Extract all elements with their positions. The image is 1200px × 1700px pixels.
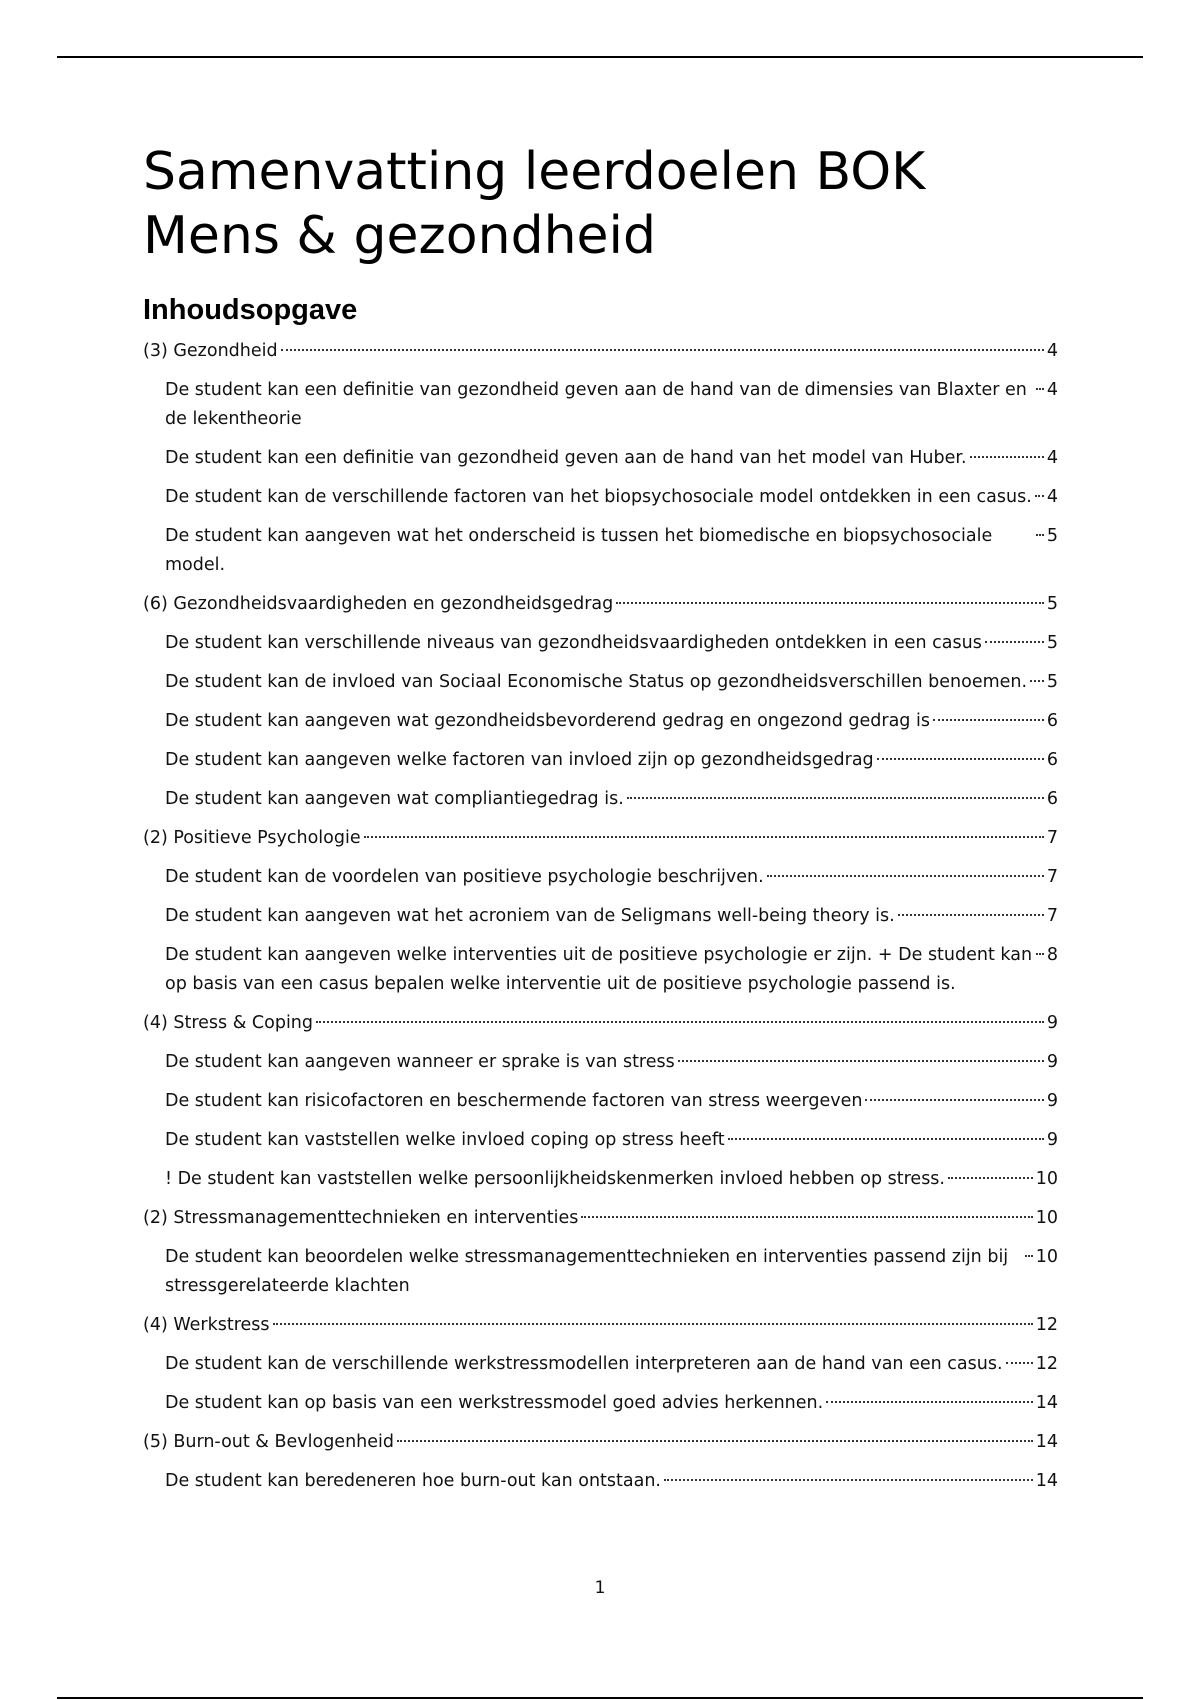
toc-page-number: 9 — [1046, 1013, 1058, 1033]
toc-heading: Inhoudsopgave — [143, 294, 358, 326]
toc-entry-text: ! De student kan vaststellen welke persoonlijkheidskenmerken invloed hebben op stress. — [165, 1169, 945, 1189]
toc-subsection-entry[interactable] — [143, 1048, 1058, 1077]
toc-section-entry[interactable] — [143, 824, 1058, 853]
toc-entry-text: De student kan op basis van een werkstressmodel goed advies herkennen. — [165, 1393, 824, 1413]
toc-subsection-entry[interactable] — [143, 376, 1058, 434]
toc-dot-leader — [1036, 388, 1044, 390]
toc-dot-leader — [1030, 680, 1044, 682]
toc-subsection-entry[interactable] — [143, 668, 1058, 697]
toc-subsection-entry[interactable] — [143, 746, 1058, 775]
toc-page-number: 9 — [1046, 1052, 1058, 1072]
toc-entry-text: (2) Positieve Psychologie — [143, 828, 361, 848]
toc-dot-leader — [1036, 534, 1044, 536]
toc-page-number: 5 — [1046, 672, 1058, 692]
toc-section-entry[interactable] — [143, 1428, 1058, 1457]
toc-subsection-entry[interactable] — [143, 444, 1058, 473]
toc-page-number: 12 — [1035, 1354, 1058, 1374]
toc-dot-leader — [767, 875, 1044, 877]
toc-subsection-entry[interactable] — [143, 863, 1058, 892]
toc-dot-leader — [364, 836, 1044, 838]
toc-dot-leader — [1036, 953, 1044, 955]
toc-page-number: 6 — [1046, 750, 1058, 770]
document-page — [143, 140, 1058, 1506]
toc-entry-text: De student kan aangeven welke interventies uit de positieve psychologie er zijn. + De student kan op basis van een casus bepalen welke interventie uit de positieve psychologie passend is. — [165, 945, 1033, 994]
toc-entry-text: De student kan een definitie van gezondheid geven aan de hand van het model van Huber. — [165, 448, 967, 468]
toc-page-number: 7 — [1046, 828, 1058, 848]
toc-dot-leader — [281, 349, 1044, 351]
toc-page-number: 5 — [1046, 594, 1058, 614]
toc-dot-leader — [616, 602, 1044, 604]
toc-dot-leader — [273, 1323, 1033, 1325]
toc-page-number: 12 — [1035, 1315, 1058, 1335]
toc-dot-leader — [1006, 1362, 1033, 1364]
toc-page-number: 4 — [1046, 341, 1058, 361]
toc-section-entry[interactable] — [143, 590, 1058, 619]
toc-entry-text: (3) Gezondheid — [143, 341, 278, 361]
toc-subsection-entry[interactable] — [143, 707, 1058, 736]
toc-dot-leader — [826, 1401, 1033, 1403]
toc-dot-leader — [1035, 495, 1044, 497]
toc-page-number: 9 — [1046, 1130, 1058, 1150]
toc-subsection-entry[interactable] — [143, 1165, 1058, 1194]
table-of-contents — [143, 337, 1058, 1496]
toc-dot-leader — [728, 1138, 1044, 1140]
toc-page-number: 5 — [1046, 633, 1058, 653]
toc-entry-text: (4) Stress & Coping — [143, 1013, 314, 1033]
toc-subsection-entry[interactable] — [143, 785, 1058, 814]
toc-entry-text: De student kan aangeven wanneer er sprake is van stress — [165, 1052, 675, 1072]
toc-page-number: 4 — [1046, 380, 1058, 400]
toc-dot-leader — [877, 758, 1044, 760]
toc-page-number: 10 — [1035, 1169, 1058, 1189]
toc-subsection-entry[interactable] — [143, 1126, 1058, 1155]
toc-entry-text: De student kan de voordelen van positieve psychologie beschrijven. — [165, 867, 764, 887]
toc-subsection-entry[interactable] — [143, 1389, 1058, 1418]
toc-entry-text: De student kan aangeven wat het acroniem van de Seligmans well-being theory is. — [165, 906, 895, 926]
toc-entry-text: De student kan risicofactoren en beschermende factoren van stress weergeven — [165, 1091, 863, 1111]
toc-subsection-entry[interactable] — [143, 941, 1058, 999]
toc-page-number: 14 — [1035, 1432, 1058, 1452]
toc-entry-text: De student kan beredeneren hoe burn-out kan ontstaan. — [165, 1471, 661, 1491]
toc-subsection-entry[interactable] — [143, 1467, 1058, 1496]
toc-page-number: 5 — [1046, 526, 1058, 546]
toc-entry-text: De student kan aangeven welke factoren van invloed zijn op gezondheidsgedrag — [165, 750, 874, 770]
toc-page-number: 4 — [1046, 448, 1058, 468]
toc-entry-text: De student kan de invloed van Sociaal Economische Status op gezondheidsverschillen benoemen. — [165, 672, 1028, 692]
toc-page-number: 10 — [1035, 1247, 1058, 1267]
toc-subsection-entry[interactable] — [143, 1243, 1058, 1301]
toc-entry-text: De student kan vaststellen welke invloed coping op stress heeft — [165, 1130, 725, 1150]
toc-entry-text: De student kan de verschillende werkstressmodellen interpreteren aan de hand van een casus. — [165, 1354, 1003, 1374]
toc-dot-leader — [1025, 1255, 1033, 1257]
toc-entry-text: De student kan aangeven wat het onderscheid is tussen het biomedische en biopsychosociale model. — [165, 526, 993, 575]
toc-dot-leader — [664, 1479, 1033, 1481]
toc-page-number: 6 — [1046, 711, 1058, 731]
toc-page-number: 7 — [1046, 867, 1058, 887]
toc-entry-text: De student kan aangeven wat compliantiegedrag is. — [165, 789, 624, 809]
toc-entry-text: (2) Stressmanagementtechnieken en interventies — [143, 1208, 579, 1228]
toc-section-entry[interactable] — [143, 337, 1058, 366]
toc-page-number: 6 — [1046, 789, 1058, 809]
toc-page-number: 14 — [1035, 1471, 1058, 1491]
toc-subsection-entry[interactable] — [143, 1087, 1058, 1116]
toc-dot-leader — [627, 797, 1044, 799]
toc-dot-leader — [397, 1440, 1033, 1442]
toc-entry-text: De student kan de verschillende factoren van het biopsychosociale model ontdekken in een casus. — [165, 487, 1032, 507]
toc-dot-leader — [985, 641, 1044, 643]
page-number: 1 — [594, 1578, 606, 1598]
toc-section-entry[interactable] — [143, 1204, 1058, 1233]
toc-entry-text: De student kan beoordelen welke stressmanagementtechnieken en interventies passend zijn bij stressgerelateerde klachten — [165, 1247, 1009, 1296]
toc-dot-leader — [865, 1099, 1043, 1101]
toc-entry-text: (6) Gezondheidsvaardigheden en gezondheidsgedrag — [143, 594, 614, 614]
toc-entry-text: De student kan verschillende niveaus van gezondheidsvaardigheden ontdekken in een casus — [165, 633, 982, 653]
document-title — [143, 140, 1058, 268]
toc-subsection-entry[interactable] — [143, 1350, 1058, 1379]
toc-dot-leader — [933, 719, 1044, 721]
toc-dot-leader — [948, 1177, 1033, 1179]
toc-page-number: 8 — [1046, 945, 1058, 965]
toc-entry-text: De student kan aangeven wat gezondheidsbevorderend gedrag en ongezond gedrag is — [165, 711, 930, 731]
title-line-2: Mens & gezondheid — [143, 206, 656, 266]
toc-subsection-entry[interactable] — [143, 629, 1058, 658]
toc-entry-text: (5) Burn-out & Bevlogenheid — [143, 1432, 394, 1452]
toc-page-number: 14 — [1035, 1393, 1058, 1413]
toc-section-entry[interactable] — [143, 1009, 1058, 1038]
toc-subsection-entry[interactable] — [143, 483, 1058, 512]
toc-dot-leader — [316, 1021, 1044, 1023]
toc-page-number: 7 — [1046, 906, 1058, 926]
toc-page-number: 10 — [1035, 1208, 1058, 1228]
toc-subsection-entry[interactable] — [143, 902, 1058, 931]
title-line-1: Samenvatting leerdoelen BOK — [143, 142, 926, 202]
toc-section-entry[interactable] — [143, 1311, 1058, 1340]
header-rule — [57, 56, 1143, 58]
toc-dot-leader — [581, 1216, 1032, 1218]
toc-page-number: 9 — [1046, 1091, 1058, 1111]
toc-dot-leader — [898, 914, 1044, 916]
toc-page-number: 4 — [1046, 487, 1058, 507]
toc-entry-text: De student kan een definitie van gezondheid geven aan de hand van de dimensies van Blaxter en de lekentheorie — [165, 380, 1027, 429]
toc-dot-leader — [678, 1060, 1044, 1062]
toc-subsection-entry[interactable] — [143, 522, 1058, 580]
footer-rule — [57, 1697, 1143, 1699]
toc-entry-text: (4) Werkstress — [143, 1315, 270, 1335]
toc-dot-leader — [970, 456, 1044, 458]
